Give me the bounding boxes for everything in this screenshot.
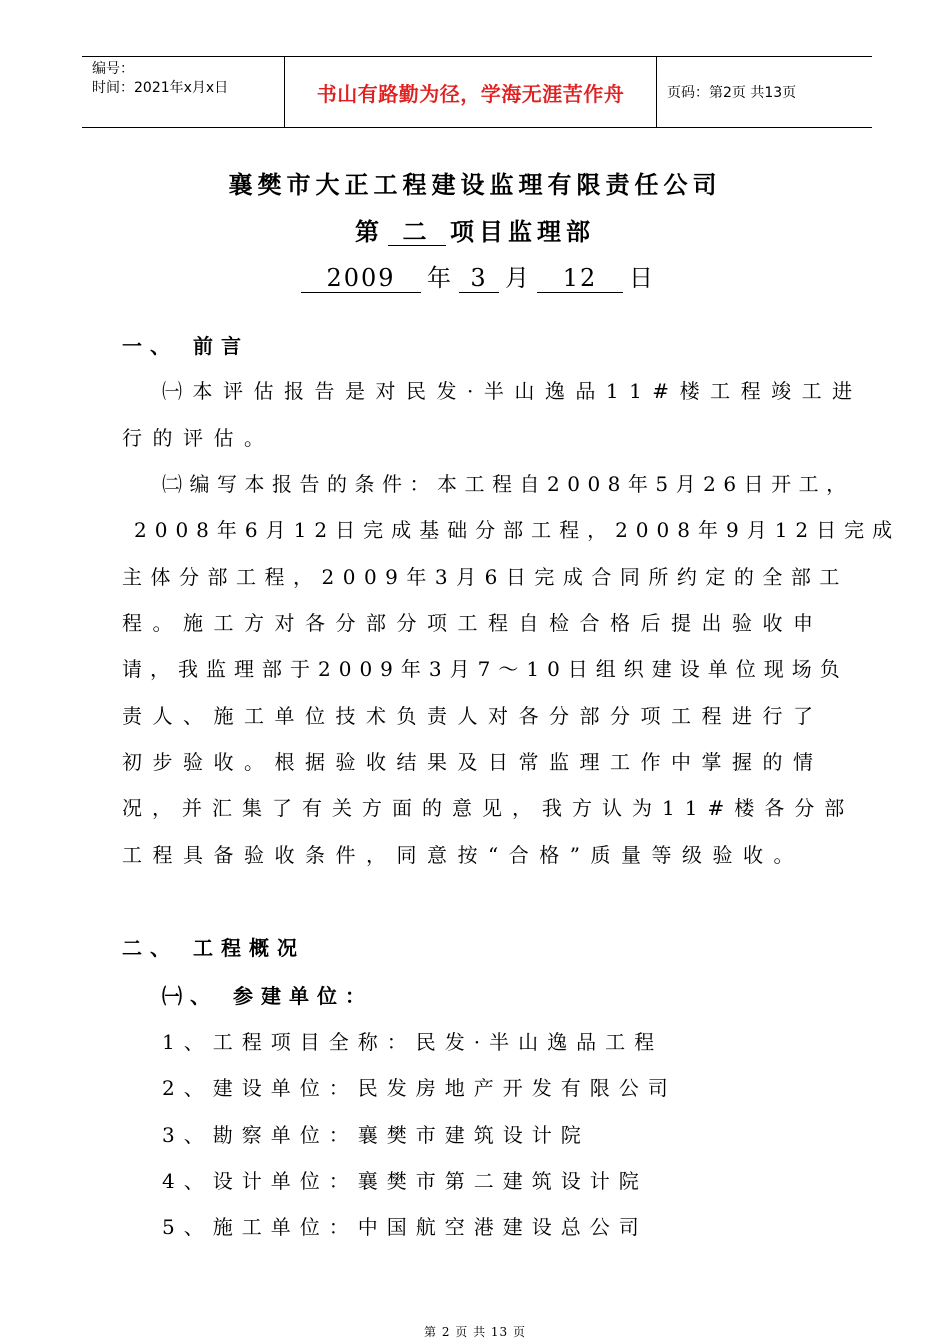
department-title — [0, 212, 950, 247]
header-motto-cell — [285, 57, 657, 127]
paragraph-line: 责人、施工单位技术负责人对各分部分项工程进行了 — [122, 704, 824, 728]
date-year: 2009 — [301, 264, 421, 293]
list-item: 2、建设单位：民发房地产开发有限公司 — [162, 1076, 677, 1100]
list-item: 1、工程项目全称：民发·半山逸品工程 — [162, 1030, 664, 1054]
list-item: 5、施工单位：中国航空港建设总公司 — [162, 1215, 648, 1239]
section2-subheading: ㈠、 参建单位： — [162, 984, 373, 1008]
paragraph-line: 请，我监理部于2009年3月7～10日组织建设单位现场负 — [122, 657, 848, 681]
date-month-unit: 月 — [505, 264, 531, 292]
paragraph-line: 初步验收。根据验收结果及日常监理工作中掌握的情 — [122, 750, 824, 774]
company-title: 襄樊市大正工程建设监理有限责任公司 — [228, 170, 722, 199]
section1-heading: 一、 前言 — [122, 334, 249, 358]
paragraph-line: ㈡编写本报告的条件：本工程自2008年5月26日开工， — [162, 472, 854, 496]
paragraph-line: ㈠本评估报告是对民发·半山逸品11#楼工程竣工进 — [162, 379, 863, 403]
paragraph-line: 况，并汇集了有关方面的意见，我方认为11#楼各分部 — [122, 796, 855, 820]
number-label: 编号： — [92, 61, 134, 77]
time-label: 时间：2021年x月x日 — [92, 80, 229, 96]
date-day: 12 — [537, 264, 623, 293]
date-day-unit: 日 — [629, 264, 655, 292]
list-item: 3、勘察单位：襄樊市建筑设计院 — [162, 1123, 590, 1147]
header-info-cell — [82, 57, 285, 127]
page-label: 页码：第2页 共13页 — [667, 85, 797, 101]
paragraph-line: 主体分部工程，2009年3月6日完成合同所约定的全部工 — [122, 565, 848, 589]
paragraph-line: 程。施工方对各分部分项工程自检合格后提出验收申 — [122, 611, 824, 635]
section2-heading: 二、 工程概况 — [122, 936, 305, 960]
date-month: 3 — [459, 264, 499, 293]
report-date — [0, 258, 950, 293]
paragraph-line: 工程具备验收条件，同意按“合格”质量等级验收。 — [122, 843, 804, 867]
page-footer: 第 2 页 共 13 页 — [424, 1325, 526, 1339]
header-page-cell — [657, 57, 872, 127]
list-item: 4、设计单位：襄樊市第二建筑设计院 — [162, 1169, 648, 1193]
date-year-unit: 年 — [427, 264, 453, 292]
motto-text: 书山有路勤为径，学海无涯苦作舟 — [316, 81, 625, 106]
header-table — [82, 56, 872, 128]
dept-suffix: 项目监理部 — [450, 217, 595, 246]
dept-number: 二 — [388, 219, 446, 246]
paragraph-line: 2008年6月12日完成基础分部工程，2008年9月12日完成 — [134, 518, 901, 542]
dept-prefix: 第 — [355, 217, 384, 246]
paragraph-line: 行的评估。 — [122, 426, 275, 450]
